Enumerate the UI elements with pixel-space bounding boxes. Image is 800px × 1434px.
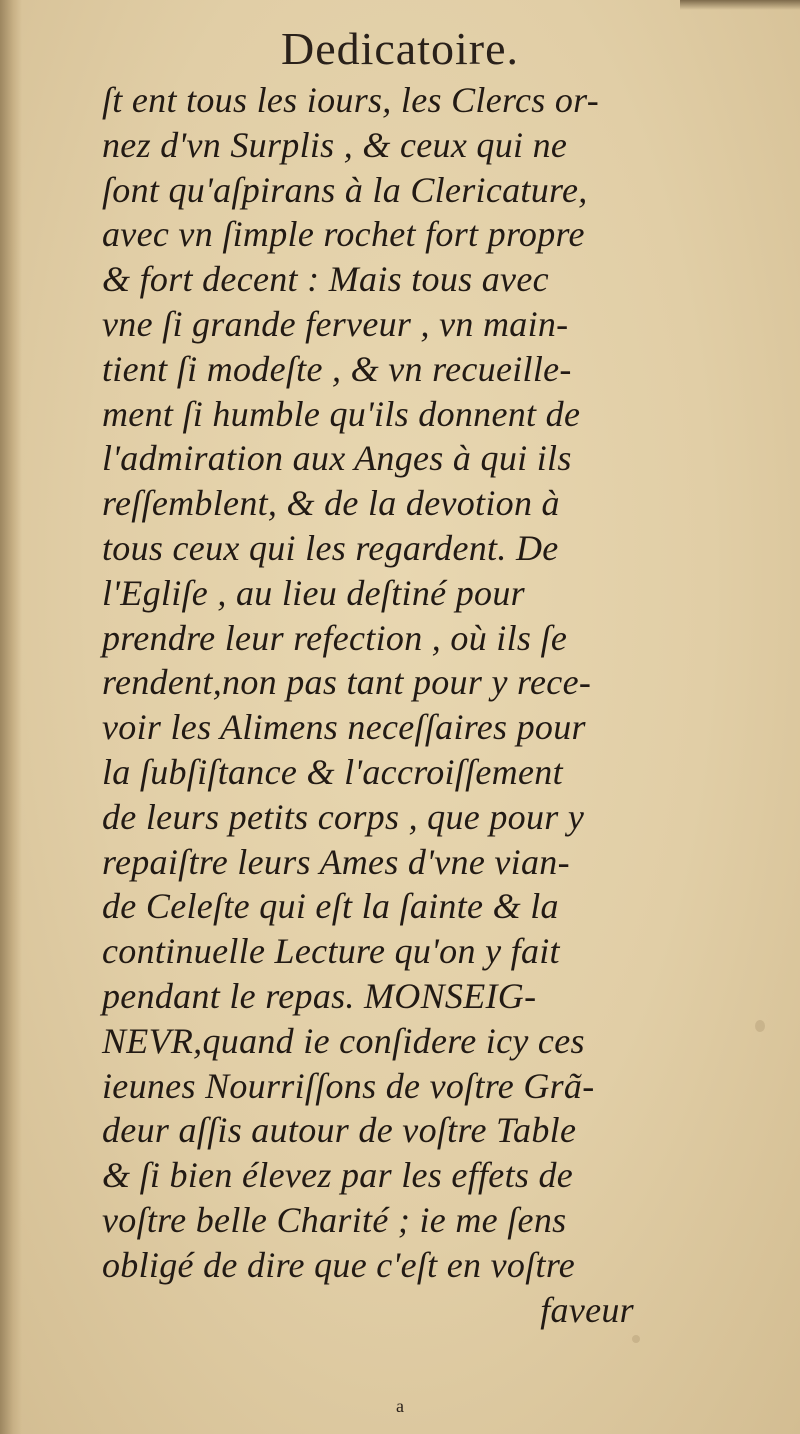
text-line: ſont qu'aſpirans à la Clericature, bbox=[102, 169, 588, 210]
text-line: obligé de dire que c'eſt en voſtre bbox=[102, 1244, 576, 1285]
text-line: ieunes Nourriſſons de voſtre Grã- bbox=[102, 1065, 595, 1106]
page-edge-shadow bbox=[680, 0, 800, 10]
gutter-shadow bbox=[0, 0, 22, 1434]
text-line: avec vn ſimple rochet fort propre bbox=[102, 214, 585, 255]
text-line: voſtre belle Charité ; ie me ſens bbox=[102, 1199, 567, 1240]
paper-stain bbox=[632, 1335, 640, 1343]
text-line: reſſemblent, & de la devotion à bbox=[102, 483, 560, 524]
text-line: voir les Alimens neceſſaires pour bbox=[102, 707, 586, 748]
text-line: NEVR,quand ie conſidere icy ces bbox=[102, 1020, 585, 1061]
text-line: l'admiration aux Anges à qui ils bbox=[102, 438, 572, 479]
text-line: tous ceux qui les regardent. De bbox=[102, 527, 559, 568]
text-line: l'Egliſe , au lieu deſtiné pour bbox=[102, 572, 525, 613]
text-line: & ſi bien élevez par les effets de bbox=[102, 1155, 574, 1196]
running-head: Dedicatoire. bbox=[280, 23, 520, 74]
text-line: repaiſtre leurs Ames d'vne vian- bbox=[102, 841, 570, 882]
text-line: deur aſſis autour de voſtre Table bbox=[102, 1110, 577, 1151]
text-line: de leurs petits corps , que pour y bbox=[102, 796, 585, 837]
text-line: de Celeſte qui eſt la ſainte & la bbox=[102, 886, 559, 927]
body-text bbox=[102, 78, 662, 1332]
folio-signature: a bbox=[396, 1396, 404, 1416]
text-line: rendent,non pas tant pour y rece- bbox=[102, 662, 592, 703]
paper-stain bbox=[755, 1020, 765, 1032]
text-line: pendant le repas. MONSEIG- bbox=[102, 975, 537, 1016]
text-line: ment ſi humble qu'ils donnent de bbox=[102, 393, 581, 434]
text-line: & fort decent : Mais tous avec bbox=[102, 259, 549, 300]
text-line: nez d'vn Surplis , & ceux qui ne bbox=[102, 124, 568, 165]
text-line: vne ſi grande ferveur , vn main- bbox=[102, 303, 569, 344]
text-line: continuelle Lecture qu'on y fait bbox=[102, 931, 560, 972]
text-line: la ſubſiſtance & l'accroiſſement bbox=[102, 751, 563, 792]
text-line: ſt ent tous les iours, les Clercs or- bbox=[102, 80, 600, 120]
text-line: tient ſi modeſte , & vn recueille- bbox=[102, 348, 572, 389]
catchword: faveur bbox=[540, 1289, 634, 1330]
text-line: prendre leur refection , où ils ſe bbox=[102, 617, 568, 658]
